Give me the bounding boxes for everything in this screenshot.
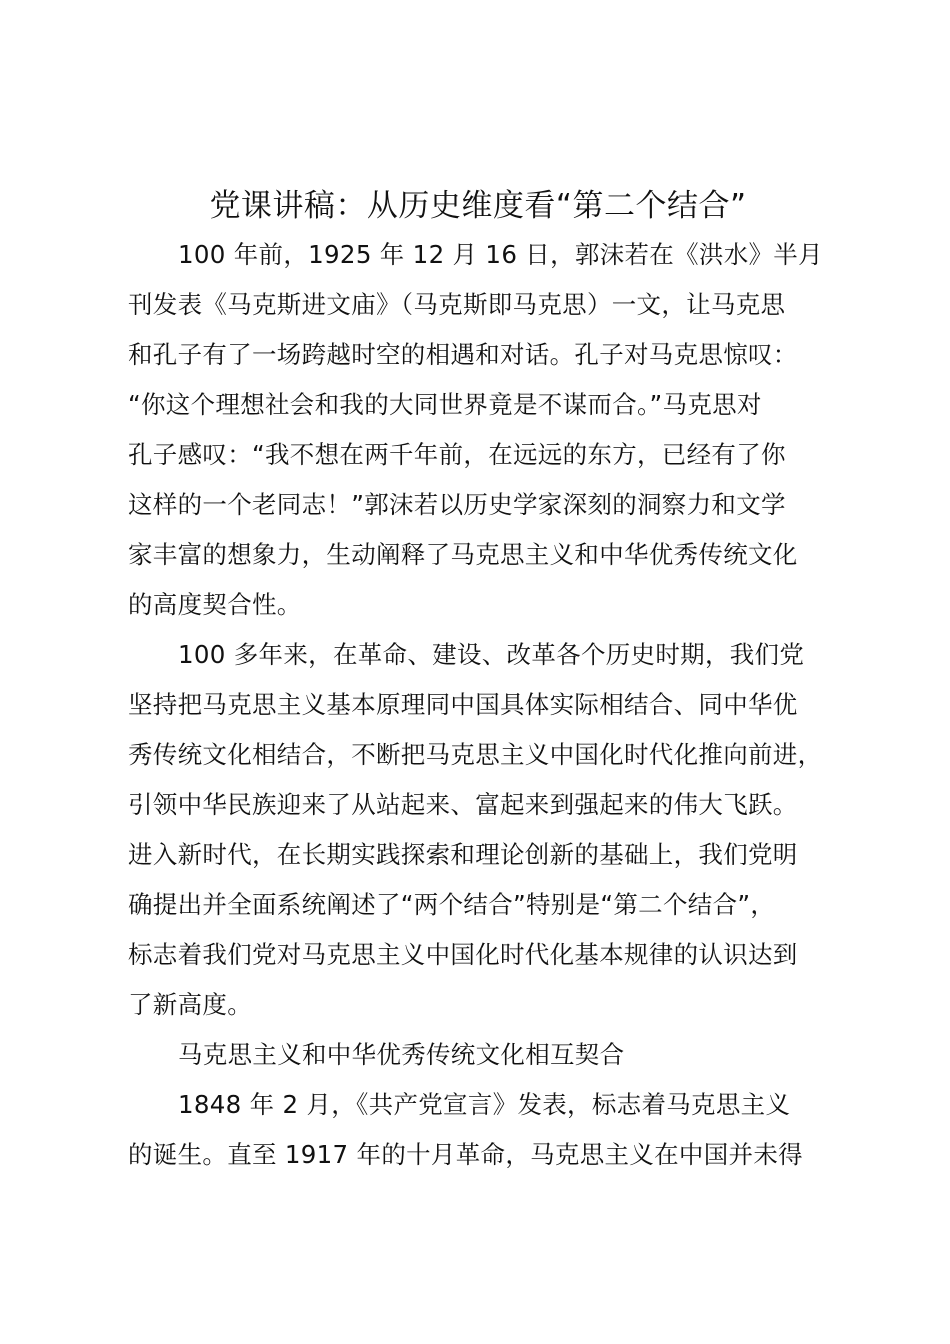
paragraph-line: 家丰富的想象力，生动阐释了马克思主义和中华优秀传统文化: [128, 540, 798, 569]
paragraph-line: 刊发表《马克斯进文庙》（马克斯即马克思）一文，让马克思: [128, 290, 786, 319]
paragraph-line: 了新高度。: [128, 990, 252, 1019]
paragraph-line: “你这个理想社会和我的大同世界竟是不谋而合。”马克思对: [128, 390, 762, 419]
paragraph-line: 确提出并全面系统阐述了“两个结合”特别是“第二个结合”，: [128, 890, 776, 919]
paragraph-line: 坚持把马克思主义基本原理同中国具体实际相结合、同中华优: [128, 690, 798, 719]
paragraph-line: 进入新时代，在长期实践探索和理论创新的基础上，我们党明: [128, 840, 798, 869]
document-body: [128, 230, 863, 1180]
paragraph-line: 孔子感叹：“我不想在两千年前，在远远的东方，已经有了你: [128, 440, 786, 469]
paragraph-line: 1848 年 2 月，《共产党宣言》发表，标志着马克思主义: [178, 1090, 791, 1119]
paragraph-line: 的高度契合性。: [128, 590, 302, 619]
paragraph-line: 100 年前，1925 年 12 月 16 日，郭沫若在《洪水》半月: [178, 240, 823, 269]
paragraph-line: 这样的一个老同志！”郭沫若以历史学家深刻的洞察力和文学: [128, 490, 786, 519]
paragraph-line: 引领中华民族迎来了从站起来、富起来到强起来的伟大飞跃。: [128, 790, 798, 819]
paragraph-line: 标志着我们党对马克思主义中国化时代化基本规律的认识达到: [128, 940, 798, 969]
section-heading: 马克思主义和中华优秀传统文化相互契合: [178, 1040, 625, 1069]
paragraph-line: 的诞生。直至 1917 年的十月革命，马克思主义在中国并未得: [128, 1140, 803, 1169]
document-title: 党课讲稿：从历史维度看“第二个结合”: [209, 188, 747, 224]
paragraph-line: 100 多年来，在革命、建设、改革各个历史时期，我们党: [178, 640, 805, 669]
paragraph-line: 秀传统文化相结合，不断把马克思主义中国化时代化推向前进，: [128, 740, 823, 769]
paragraph-line: 和孔子有了一场跨越时空的相遇和对话。孔子对马克思惊叹：: [128, 340, 798, 369]
